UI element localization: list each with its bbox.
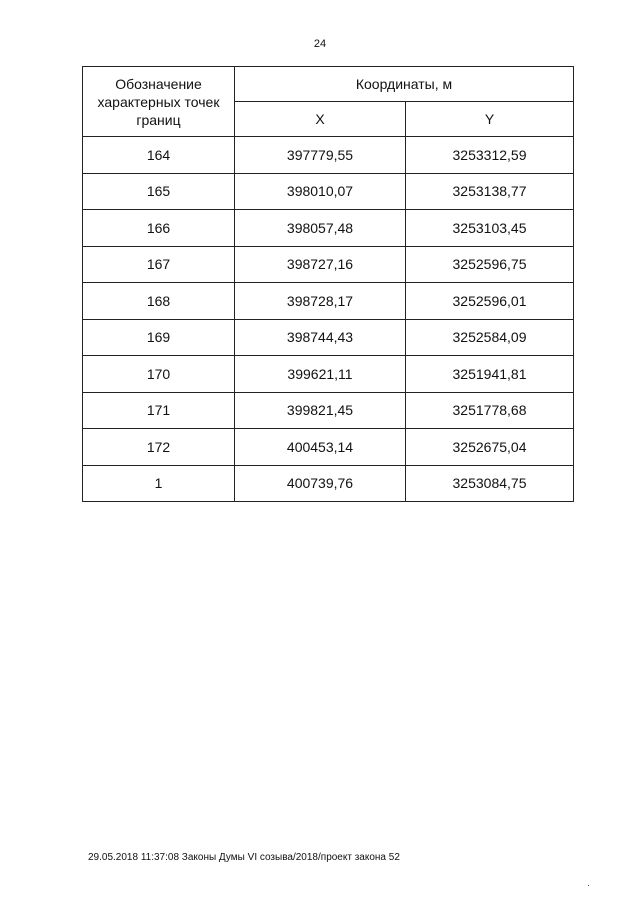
x-cell: 400739,76 xyxy=(235,465,406,502)
table-row xyxy=(83,392,574,429)
table-row xyxy=(83,173,574,210)
table-row xyxy=(83,137,574,174)
coordinates-table xyxy=(82,66,574,502)
x-cell: 398010,07 xyxy=(235,173,406,210)
x-cell: 397779,55 xyxy=(235,137,406,174)
y-cell: 3252596,75 xyxy=(406,246,574,283)
y-cell: 3252596,01 xyxy=(406,283,574,320)
point-cell: 167 xyxy=(83,246,235,283)
point-cell: 1 xyxy=(83,465,235,502)
coordinates-header: Координаты, м xyxy=(235,67,574,102)
table-row xyxy=(83,429,574,466)
x-cell: 398727,16 xyxy=(235,246,406,283)
point-cell: 168 xyxy=(83,283,235,320)
y-cell: 3253312,59 xyxy=(406,137,574,174)
y-cell: 3253103,45 xyxy=(406,210,574,247)
point-cell: 170 xyxy=(83,356,235,393)
y-header: Y xyxy=(406,102,574,137)
point-cell: 165 xyxy=(83,173,235,210)
table-row xyxy=(83,465,574,502)
y-cell: 3253084,75 xyxy=(406,465,574,502)
y-cell: 3251941,81 xyxy=(406,356,574,393)
x-cell: 398057,48 xyxy=(235,210,406,247)
point-cell: 169 xyxy=(83,319,235,356)
x-cell: 398744,43 xyxy=(235,319,406,356)
document-footer: 29.05.2018 11:37:08 Законы Думы VI созыва/2018/проект закона 52 xyxy=(88,852,400,863)
point-cell: 166 xyxy=(83,210,235,247)
point-designation-header: Обозначение характерных точек границ xyxy=(83,67,235,137)
x-cell: 400453,14 xyxy=(235,429,406,466)
table-row xyxy=(83,283,574,320)
x-cell: 399821,45 xyxy=(235,392,406,429)
x-header: X xyxy=(235,102,406,137)
table-row xyxy=(83,319,574,356)
page-number: 24 xyxy=(313,38,327,50)
x-cell: 398728,17 xyxy=(235,283,406,320)
y-cell: 3252584,09 xyxy=(406,319,574,356)
x-cell: 399621,11 xyxy=(235,356,406,393)
point-cell: 171 xyxy=(83,392,235,429)
table-row xyxy=(83,246,574,283)
table-row xyxy=(83,210,574,247)
table-row xyxy=(83,356,574,393)
y-cell: 3251778,68 xyxy=(406,392,574,429)
point-cell: 164 xyxy=(83,137,235,174)
scan-speck xyxy=(588,885,589,886)
point-cell: 172 xyxy=(83,429,235,466)
y-cell: 3253138,77 xyxy=(406,173,574,210)
y-cell: 3252675,04 xyxy=(406,429,574,466)
